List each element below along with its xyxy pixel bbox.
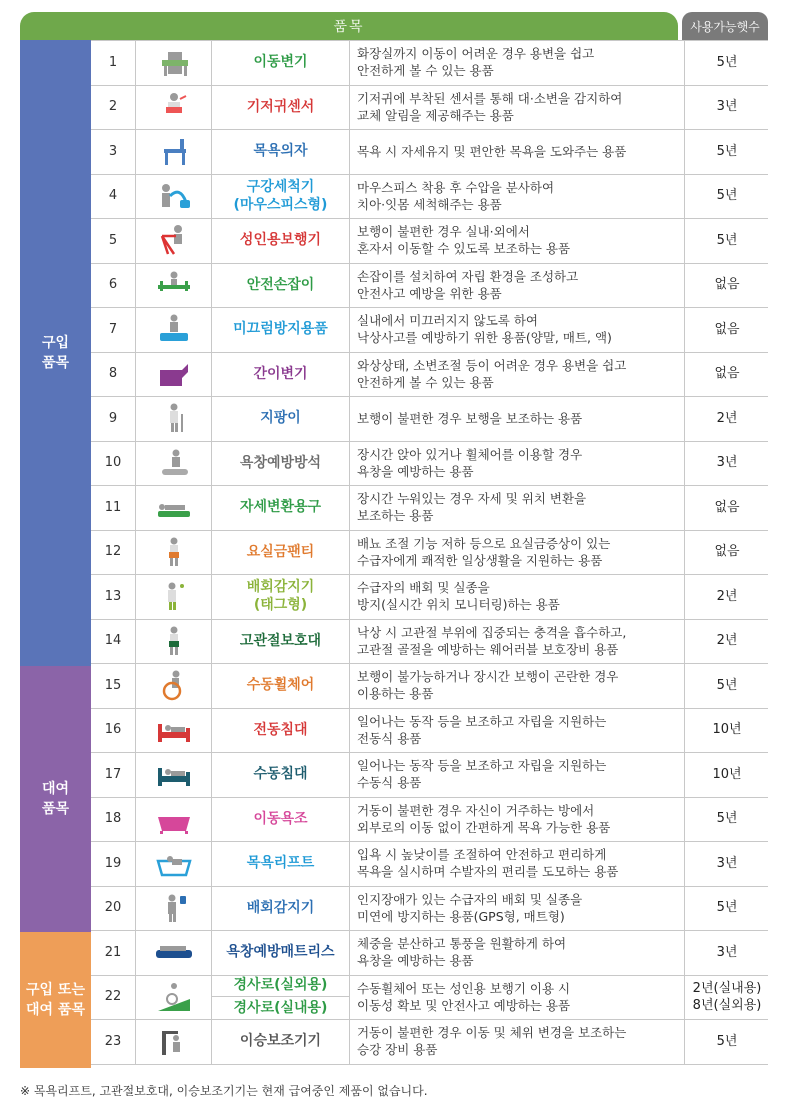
item-name: 전동침대 bbox=[211, 708, 350, 753]
item-description: 기저귀에 부착된 센서를 통해 대·소변을 감지하여 교체 알림을 제공해주는 용품 bbox=[357, 90, 623, 123]
item-description: 장시간 누워있는 경우 자세 및 위치 변환을 보조하는 용품 bbox=[357, 491, 587, 524]
usable-years: 5년 bbox=[684, 886, 769, 931]
cushion-icon bbox=[135, 441, 212, 486]
item-description: 수급자의 배회 및 실종을 방지(실시간 위치 모니터링)하는 용품 bbox=[357, 580, 560, 613]
item-description: 보행이 불편한 경우 보행을 보조하는 용품 bbox=[357, 410, 583, 426]
cane-icon bbox=[135, 396, 212, 441]
usable-years: 3년 bbox=[684, 841, 769, 886]
diaper-sensor-icon bbox=[135, 85, 212, 130]
row-number: 6 bbox=[108, 277, 118, 293]
usable-years: 5년 bbox=[684, 40, 769, 85]
safety-handle-icon bbox=[135, 263, 212, 308]
row-number: 18 bbox=[104, 811, 122, 827]
item-description: 수동휠체어 또는 성인용 보행기 이용 시 이동성 확보 및 안전사고 예방하는 용품 bbox=[357, 980, 571, 1013]
item-name-split bbox=[211, 975, 350, 1020]
item-description: 낙상 시 고관절 부위에 집중되는 충격을 흡수하고, 고관절 골절을 예방하는 웨어러블 보호장비 용품 bbox=[357, 624, 627, 657]
table-row bbox=[91, 930, 768, 976]
table-row bbox=[91, 85, 768, 131]
usable-years-header: 사용가능햇수 bbox=[682, 12, 768, 40]
bath-chair-icon bbox=[135, 129, 212, 174]
group-purchase-or-rental: 구입 또는 대여 품목 bbox=[20, 932, 91, 1068]
simple-urinal-icon bbox=[135, 352, 212, 397]
row-number: 4 bbox=[108, 188, 118, 204]
row-number: 22 bbox=[104, 989, 122, 1005]
item-name: 수동침대 bbox=[211, 752, 350, 797]
table-row bbox=[91, 218, 768, 264]
usable-years: 2년(실내용) 8년(실외용) bbox=[684, 975, 769, 1020]
usable-years: 3년 bbox=[684, 85, 769, 130]
usable-years: 2년 bbox=[684, 396, 769, 441]
item-name: 기저귀센서 bbox=[211, 85, 350, 130]
usable-years: 3년 bbox=[684, 930, 769, 975]
row-number: 1 bbox=[108, 54, 118, 70]
item-name: 미끄럼방지용품 bbox=[211, 307, 350, 352]
item-name: 배회감지기 (태그형) bbox=[211, 574, 350, 619]
usable-years: 없음 bbox=[684, 263, 769, 308]
table-row bbox=[91, 40, 768, 86]
item-name: 이동욕조 bbox=[211, 797, 350, 842]
item-name: 수동휠체어 bbox=[211, 663, 350, 708]
row-number: 8 bbox=[108, 366, 118, 382]
row-number: 23 bbox=[104, 1033, 122, 1049]
usable-years: 5년 bbox=[684, 797, 769, 842]
group-rental: 대여 품목 bbox=[20, 666, 91, 932]
table-row bbox=[91, 307, 768, 353]
group-purchase: 구입 품목 bbox=[20, 40, 91, 666]
item-name-outdoor: 경사로(실외용) bbox=[212, 975, 349, 998]
transfer-aid-icon bbox=[135, 1019, 212, 1064]
table-row bbox=[91, 129, 768, 175]
usable-years: 5년 bbox=[684, 1019, 769, 1064]
row-number: 3 bbox=[108, 143, 118, 159]
table-row bbox=[91, 396, 768, 442]
usable-years: 2년 bbox=[684, 619, 769, 664]
item-name-indoor: 경사로(실내용) bbox=[233, 1000, 328, 1017]
item-name: 목욕의자 bbox=[211, 129, 350, 174]
item-name: 고관절보호대 bbox=[211, 619, 350, 664]
usable-years: 5년 bbox=[684, 129, 769, 174]
usable-years: 5년 bbox=[684, 663, 769, 708]
item-description: 입욕 시 높낮이를 조절하여 안전하고 편리하게 목욕을 실시하며 수발자의 편리를 도모하는 용품 bbox=[357, 847, 619, 880]
item-name: 구강세척기 (마우스피스형) bbox=[211, 174, 350, 219]
walker-icon bbox=[135, 218, 212, 263]
usable-years: 10년 bbox=[684, 752, 769, 797]
table-row bbox=[91, 485, 768, 531]
table-row bbox=[91, 841, 768, 887]
table-row bbox=[91, 352, 768, 398]
item-description: 보행이 불편한 경우 실내·외에서 혼자서 이동할 수 있도록 보조하는 용품 bbox=[357, 224, 571, 257]
item-description: 보행이 불가능하거나 장시간 보행이 곤란한 경우 이용하는 용품 bbox=[357, 669, 619, 702]
table-row bbox=[91, 886, 768, 932]
mattress-icon bbox=[135, 930, 212, 975]
item-name: 간이변기 bbox=[211, 352, 350, 397]
oral-cleaner-icon bbox=[135, 174, 212, 219]
item-description: 장시간 앉아 있거나 휠체어를 이용할 경우 욕창을 예방하는 용품 bbox=[357, 446, 583, 479]
item-description: 일어나는 동작 등을 보조하고 자립을 지원하는 수동식 용품 bbox=[357, 758, 607, 791]
table-row bbox=[91, 797, 768, 843]
portable-toilet-icon bbox=[135, 40, 212, 85]
item-name: 이동변기 bbox=[211, 40, 350, 85]
item-name: 목욕리프트 bbox=[211, 841, 350, 886]
item-description: 마우스피스 착용 후 수압을 분사하여 치아·잇몸 세척해주는 용품 bbox=[357, 179, 555, 212]
usable-years: 5년 bbox=[684, 174, 769, 219]
row-number: 12 bbox=[104, 544, 122, 560]
hip-protector-icon bbox=[135, 619, 212, 664]
row-number: 21 bbox=[104, 944, 122, 960]
row-number: 16 bbox=[104, 722, 122, 738]
row-number: 9 bbox=[108, 410, 118, 426]
bath-lift-icon bbox=[135, 841, 212, 886]
item-name: 이승보조기기 bbox=[211, 1019, 350, 1064]
row-number: 11 bbox=[104, 499, 122, 515]
item-header: 품목 bbox=[20, 12, 678, 40]
table-row bbox=[91, 752, 768, 798]
row-number: 19 bbox=[104, 855, 122, 871]
table-row bbox=[91, 619, 768, 665]
usable-years: 10년 bbox=[684, 708, 769, 753]
table-row bbox=[91, 663, 768, 709]
item-description: 목욕 시 자세유지 및 편안한 목욕을 도와주는 용품 bbox=[357, 143, 627, 159]
row-number: 15 bbox=[104, 677, 122, 693]
item-name: 자세변환용구 bbox=[211, 485, 350, 530]
table-row bbox=[91, 574, 768, 620]
item-description: 거동이 불편한 경우 이동 및 체위 변경을 보조하는 승강 장비 용품 bbox=[357, 1025, 627, 1058]
item-description: 체중을 분산하고 통풍을 원활하게 하여 욕창을 예방하는 용품 bbox=[357, 936, 567, 969]
incontinence-pants-icon bbox=[135, 530, 212, 575]
wander-detector-icon bbox=[135, 886, 212, 931]
usable-years: 없음 bbox=[684, 530, 769, 575]
row-number: 10 bbox=[104, 455, 122, 471]
usable-years: 없음 bbox=[684, 307, 769, 352]
item-description: 배뇨 조절 기능 저하 등으로 요실금증상이 있는 수급자에게 쾌적한 일상생활을 지원하는 용품 bbox=[357, 535, 611, 568]
row-number: 5 bbox=[108, 232, 118, 248]
row-number: 20 bbox=[104, 900, 122, 916]
item-name: 안전손잡이 bbox=[211, 263, 350, 308]
item-description: 손잡이를 설치하여 자립 환경을 조성하고 안전사고 예방을 위한 용품 bbox=[357, 268, 579, 301]
anti-slip-icon bbox=[135, 307, 212, 352]
item-name: 지팡이 bbox=[211, 396, 350, 441]
usable-years: 없음 bbox=[684, 485, 769, 530]
electric-bed-icon bbox=[135, 708, 212, 753]
table-row bbox=[91, 1019, 768, 1065]
wander-tag-icon bbox=[135, 574, 212, 619]
usable-years: 5년 bbox=[684, 218, 769, 263]
item-name: 욕창예방방석 bbox=[211, 441, 350, 486]
row-number: 17 bbox=[104, 766, 122, 782]
wheelchair-icon bbox=[135, 663, 212, 708]
item-name: 욕창예방매트리스 bbox=[211, 930, 350, 975]
usable-years: 2년 bbox=[684, 574, 769, 619]
item-description: 인지장애가 있는 수급자의 배회 및 실종을 미연에 방지하는 용품(GPS형, 매트형) bbox=[357, 891, 583, 924]
item-description: 실내에서 미끄러지지 않도록 하여 낙상사고를 예방하기 위한 용품(양말, 매트, 액) bbox=[357, 313, 612, 346]
item-name: 성인용보행기 bbox=[211, 218, 350, 263]
item-description: 와상상태, 소변조절 등이 어려운 경우 용변을 쉽고 안전하게 볼 수 있는 용품 bbox=[357, 357, 627, 390]
table-row bbox=[91, 441, 768, 487]
posture-aid-icon bbox=[135, 485, 212, 530]
item-name: 배회감지기 bbox=[211, 886, 350, 931]
row-number: 7 bbox=[108, 321, 118, 337]
ramp-icon bbox=[135, 975, 212, 1020]
table-row bbox=[91, 530, 768, 576]
usable-years: 3년 bbox=[684, 441, 769, 486]
footnote: ※ 목욕리프트, 고관절보호대, 이승보조기기는 현재 급여중인 제품이 없습니다. bbox=[20, 1084, 428, 1098]
table-row bbox=[91, 708, 768, 754]
table-row bbox=[91, 975, 768, 1021]
table-row bbox=[91, 174, 768, 220]
item-description: 거동이 불편한 경우 자신이 거주하는 방에서 외부로의 이동 없이 간편하게 목욕 가능한 용품 bbox=[357, 802, 611, 835]
portable-bathtub-icon bbox=[135, 797, 212, 842]
row-number: 13 bbox=[104, 588, 122, 604]
row-number: 2 bbox=[108, 99, 118, 115]
table-row bbox=[91, 263, 768, 309]
row-number: 14 bbox=[104, 633, 122, 649]
item-description: 화장실까지 이동이 어려운 경우 용변을 쉽고 안전하게 볼 수 있는 용품 bbox=[357, 46, 595, 79]
manual-bed-icon bbox=[135, 752, 212, 797]
item-description: 일어나는 동작 등을 보조하고 자립을 지원하는 전동식 용품 bbox=[357, 713, 607, 746]
usable-years: 없음 bbox=[684, 352, 769, 397]
item-name: 요실금팬티 bbox=[211, 530, 350, 575]
